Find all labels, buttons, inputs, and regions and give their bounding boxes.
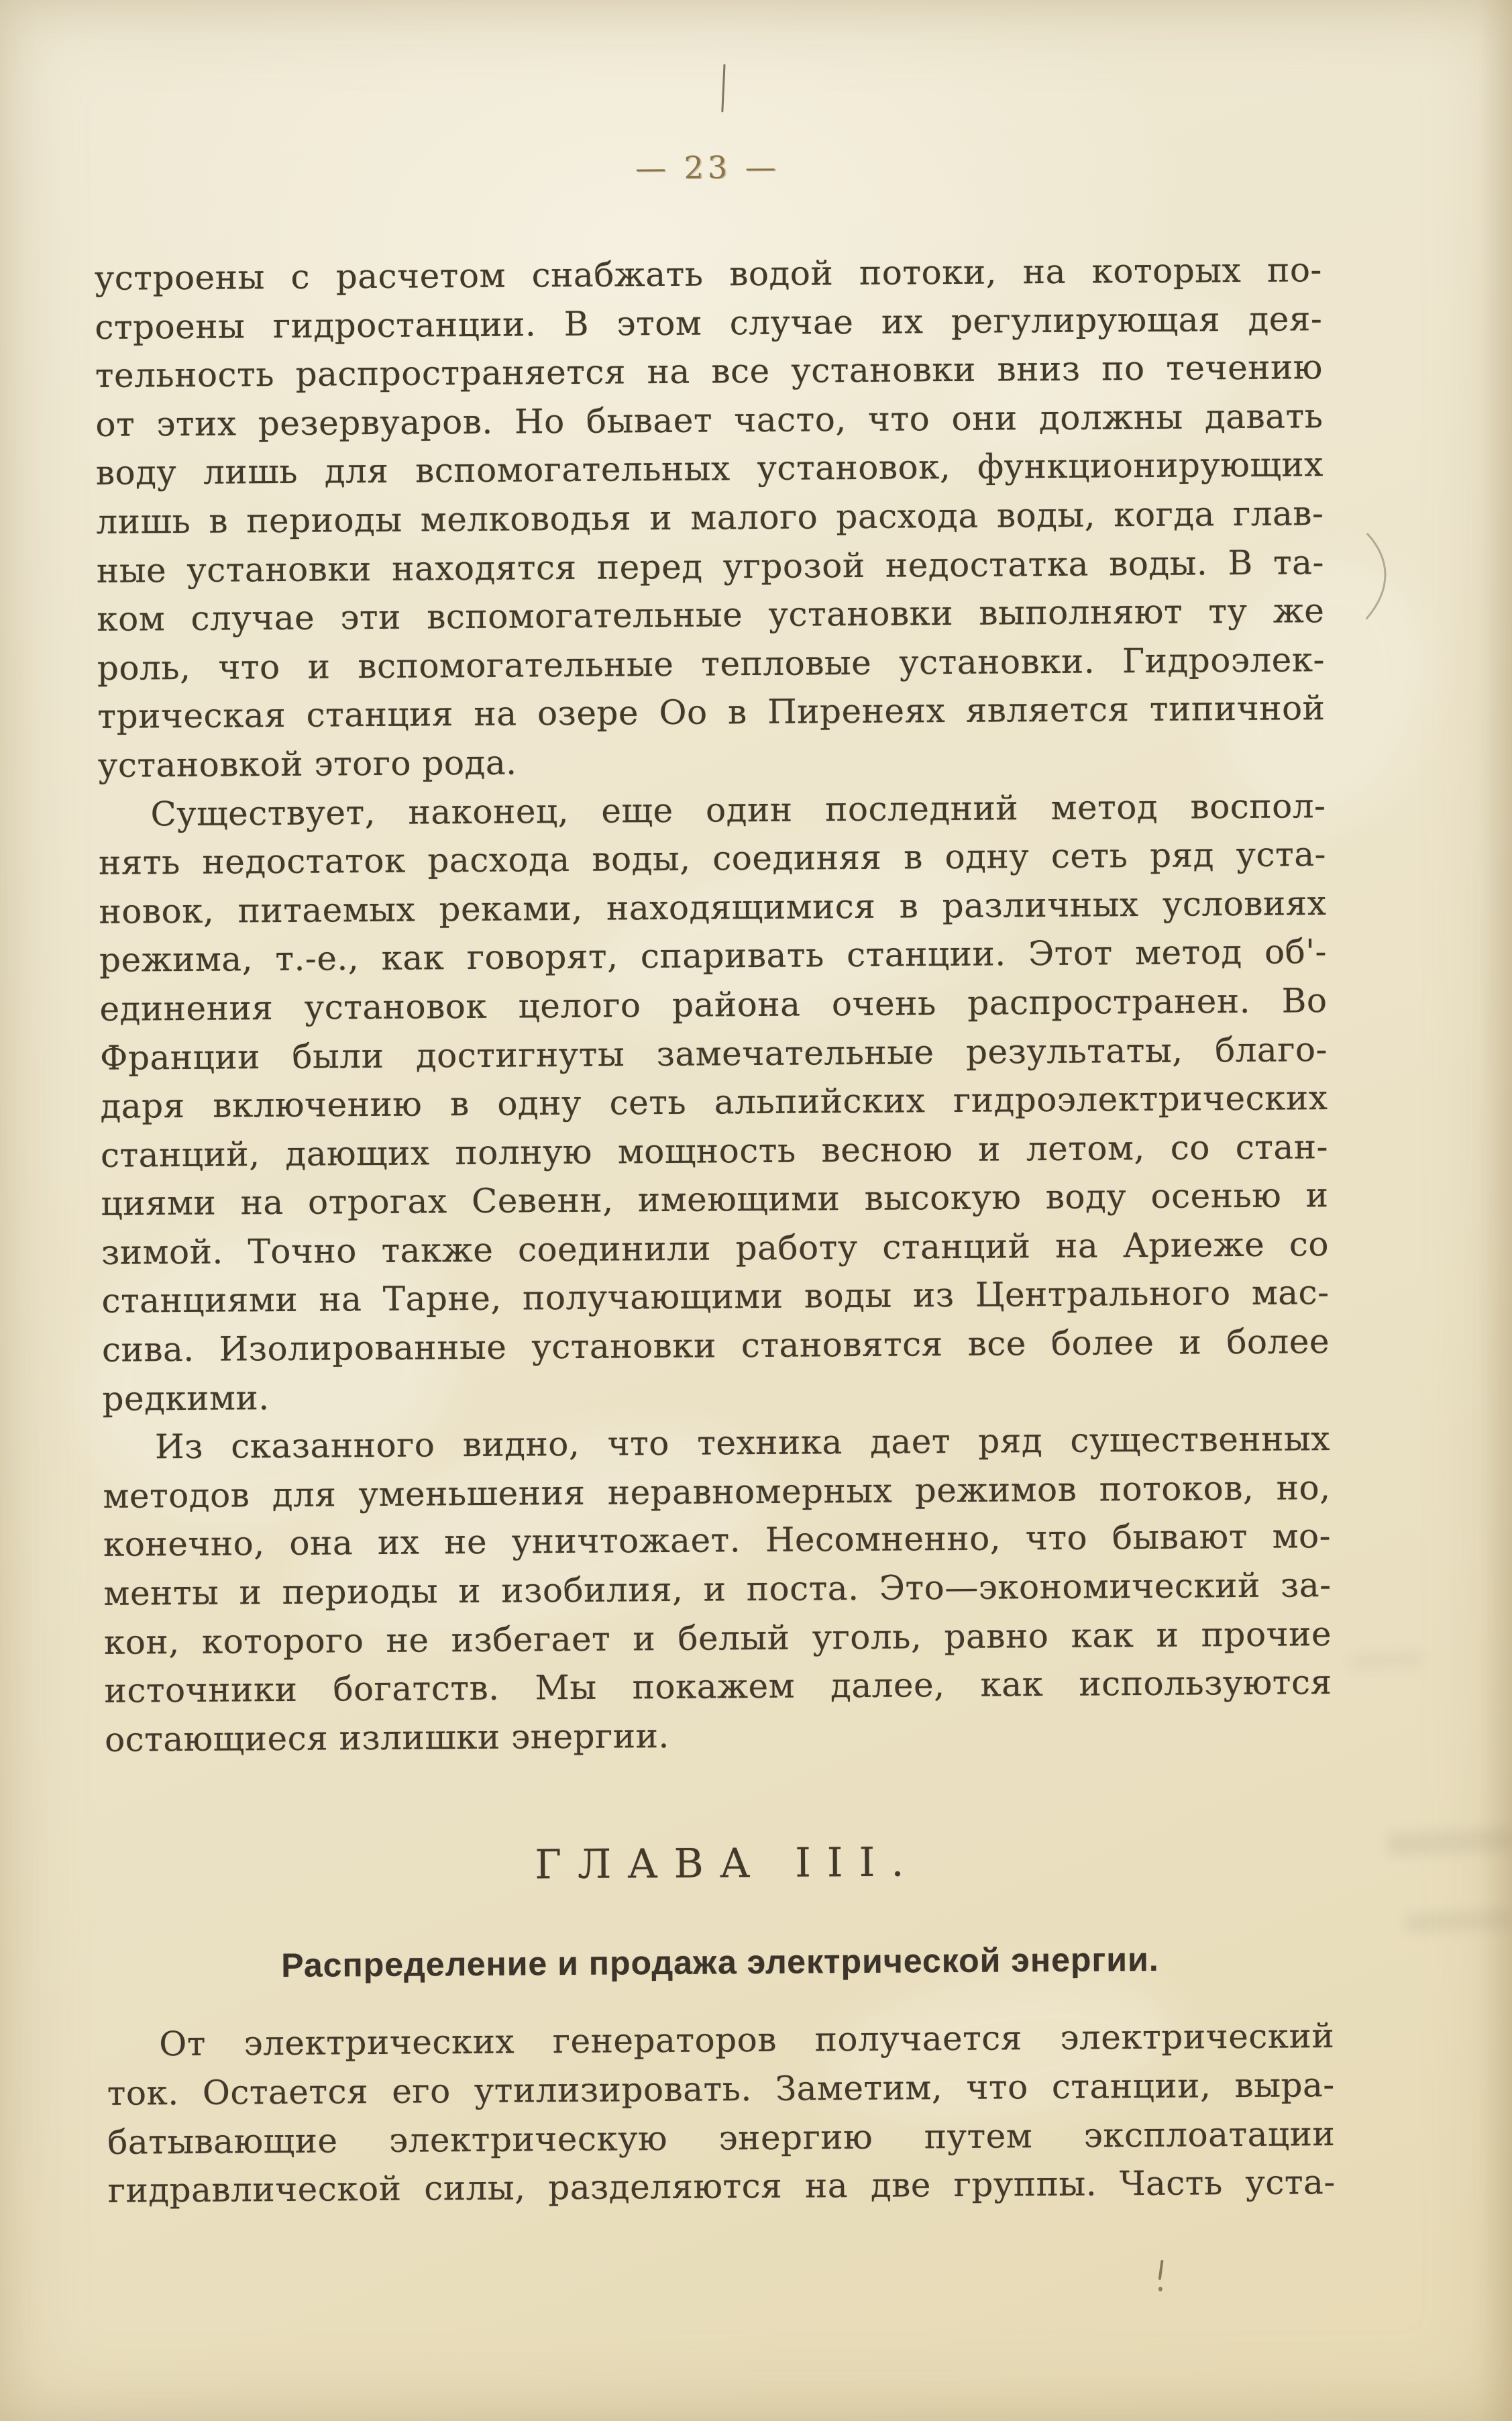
text-line: ные установки находятся перед угрозой недостатка воды. В та-	[96, 542, 1325, 590]
text-line: нять недостаток расхода воды, соединяя в одну сеть ряд уста-	[98, 835, 1327, 882]
ink-speck	[1158, 2260, 1164, 2280]
text-line: методов для уменьшения неравномерных режимов потоков, но,	[103, 1467, 1331, 1516]
show-through-smudge	[1405, 1908, 1512, 1933]
text-line: от этих резервуаров. Но бывает часто, что они должны давать	[95, 396, 1324, 444]
text-line: Существует, наконец, еще один последний метод воспол-	[150, 786, 1326, 833]
section-title: Распределение и продажа электрической энергии.	[281, 1941, 1159, 1985]
paragraph	[98, 782, 1330, 1423]
text-line: циями на отрогах Севенн, имеющими высокую воду осенью и	[101, 1176, 1329, 1224]
text-line: станций, дающих полную мощность весною и летом, со стан-	[100, 1127, 1329, 1175]
text-line: редкими.	[102, 1378, 270, 1419]
text-line: станциями на Тарне, получающими воды из Центрального мас-	[101, 1273, 1330, 1321]
text-line: лишь в периоды мелководья и малого расхода воды, когда глав-	[96, 494, 1324, 542]
text-line: роль, что и вспомогательные тепловые установки. Гидроэлек-	[97, 639, 1326, 688]
text-line: единения установок целого района очень распространен. Во	[99, 980, 1328, 1029]
text-line: остающиеся излишки энергии.	[104, 1716, 670, 1759]
text-line: батывающие электрическую энергию путем эксплоатации	[107, 2114, 1336, 2162]
text-line: ком случае эти вспомогательные установки выполняют ту же	[97, 591, 1325, 639]
text-column	[95, 246, 1336, 2215]
text-line: ток. Остается его утилизировать. Заметим, что станции, выра-	[107, 2065, 1335, 2113]
paragraph	[95, 246, 1326, 790]
ink-speck	[721, 64, 725, 112]
text-line: гидравлической силы, разделяются на две группы. Часть уста-	[107, 2163, 1336, 2211]
text-line: Франции были достигнуты замечательные результаты, благо-	[99, 1029, 1328, 1078]
text-line: тельность распространяется на все установки вниз по течению	[95, 348, 1324, 396]
page-number: — 23 —	[635, 148, 780, 187]
text-line: кон, которого не избегает и белый уголь, равно как и прочие	[103, 1614, 1332, 1662]
text-line: строены гидростанции. В этом случае их регулирующая дея-	[95, 299, 1323, 347]
text-line: режима, т.-е., как говорят, спаривать станции. Этот метод об'-	[99, 932, 1328, 980]
ink-speck	[1158, 2287, 1163, 2291]
text-line: конечно, она их не уничтожает. Несомненно, что бывают мо-	[103, 1516, 1332, 1565]
text-line: источники богатств. Мы покажем далее, как используются	[104, 1663, 1332, 1711]
scratch-mark	[1356, 532, 1410, 620]
text-line: даря включению в одну сеть альпийских гидроэлектрических	[100, 1078, 1328, 1126]
show-through-smudge	[1388, 1828, 1512, 1856]
text-line: устроены с расчетом снабжать водой потоки, на которых по-	[94, 250, 1323, 298]
chapter-heading: ГЛАВА III.	[535, 1839, 920, 1889]
text-line: Из сказанного видно, что техника дает ряд существенных	[154, 1419, 1331, 1467]
text-line: трическая станция на озере Оо в Пиренеях является типичной	[97, 688, 1326, 737]
text-line: зимой. Точно также соединили работу станций на Ариеже со	[101, 1224, 1330, 1272]
text-line: сива. Изолированные установки становятся все более и более	[101, 1322, 1330, 1370]
text-line: менты и периоды и изобилия, и поста. Это—экономический за-	[103, 1565, 1332, 1613]
paragraph	[107, 2012, 1336, 2215]
text-line: От электрических генераторов получается электрический	[159, 2016, 1335, 2064]
show-through-smudge	[1350, 1651, 1424, 1669]
text-line: новок, питаемых реками, находящимися в различных условиях	[99, 883, 1327, 931]
paragraph	[103, 1414, 1333, 1764]
text-line: установкой этого рода.	[97, 743, 517, 785]
text-line: воду лишь для вспомогательных установок, функционирующих	[95, 445, 1324, 493]
